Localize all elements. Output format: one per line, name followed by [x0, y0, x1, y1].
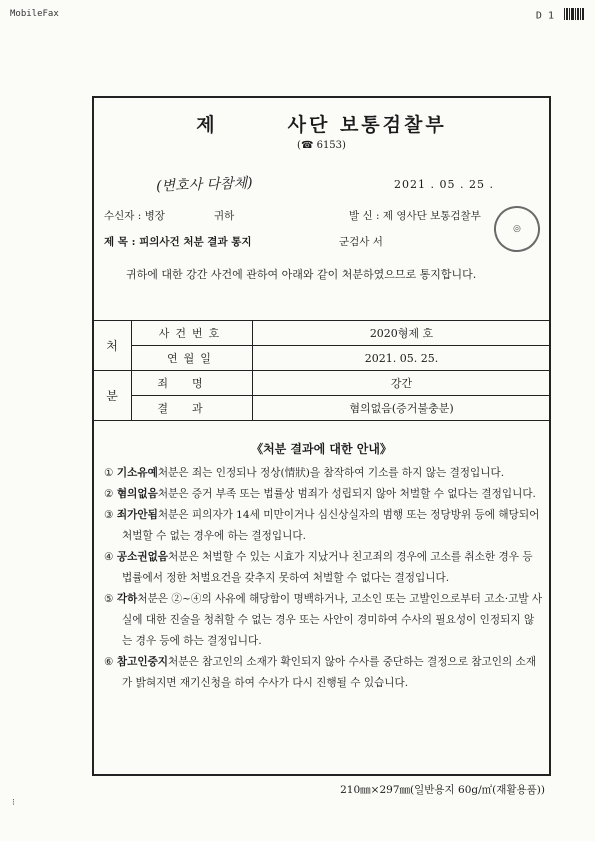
table-row — [93, 396, 551, 421]
side-label-top: 처 — [93, 321, 132, 371]
recipient: 수신자 : 병장 — [104, 210, 165, 222]
row-value: 강간 — [253, 371, 551, 396]
row-value: 혐의없음(증거불충분) — [253, 396, 551, 421]
guide-title: 《처분 결과에 대한 안내》 — [251, 442, 392, 456]
table-row — [93, 371, 551, 396]
fax-page-indicator — [536, 8, 585, 23]
sender: 발 신 : 제 영사단 보통검찰부 — [349, 210, 481, 222]
disposition-table — [92, 320, 551, 421]
table-row — [93, 346, 551, 371]
official-seal-icon: ◎ — [490, 202, 545, 257]
paper-spec: 210㎜×297㎜(일반용지 60g/㎡(재활용품)) — [340, 784, 545, 796]
row-label: 죄명 — [132, 371, 253, 396]
row-label: 사건번호 — [132, 321, 253, 346]
phone-number: (☎ 6153) — [297, 140, 346, 151]
row-label: 결과 — [132, 396, 253, 421]
guide-item: ④ 공소권없음처분은 처벌할 수 있는 시효가 지났거나 친고죄의 경우에 고소를 취소한 경우 등 법률에서 정한 처벌요건을 갖추지 못하여 처벌할 수 없다는 결정입니다. — [104, 551, 533, 584]
guide-item: ⑤ 각하처분은 ②~④의 사유에 해당함이 명백하거나, 고소인 또는 고발인으로부터 고소·고발 사실에 대한 진술을 청취할 수 없는 경우 또는 사안이 경미하여 수사의 필요성이 인정되지 않는 경우 등에 하는 결정입니다. — [104, 593, 543, 647]
subject: 제 목 : 피의사건 처분 결과 통지 — [104, 236, 252, 248]
guide-item: ② 혐의없음처분은 증거 부족 또는 법률상 범죄가 성립되지 않아 처벌할 수 없다는 결정입니다. — [104, 488, 536, 500]
row-label: 연월일 — [132, 346, 253, 371]
row-value: 2021. 05. 25. — [253, 346, 551, 371]
guide-item: ⑥ 참고인중지처분은 참고인의 소재가 확인되지 않아 수사를 중단하는 결정으로 참고인의 소재가 밝혀지면 재기신청을 하여 수사가 다시 진행될 수 있습니다. — [104, 656, 537, 689]
fax-header-label: MobileFax — [10, 9, 59, 19]
barcode-icon — [564, 8, 585, 23]
document-title: 제 사단 보통검찰부 — [196, 114, 447, 136]
recipient-suffix: 귀하 — [214, 210, 235, 222]
guide-item: ③ 죄가안됨처분은 피의자가 14세 미만이거나 심신상실자의 범행 또는 정당방위 등에 해당되어 처벌할 수 없는 경우에 하는 결정입니다. — [104, 509, 540, 542]
side-label-bottom: 분 — [93, 371, 132, 421]
disposition-guide — [94, 440, 549, 694]
page-number: D 1 — [535, 10, 554, 22]
margin-mark: ⁝ — [12, 798, 15, 808]
guide-item: ① 기소유예처분은 죄는 인정되나 정상(情狀)을 참작하여 기소를 하지 않는 결정입니다. — [104, 467, 505, 479]
intro-paragraph: 귀하에 대한 강간 사건에 관하여 아래와 같이 처분하였으므로 통지합니다. — [126, 268, 477, 281]
notice-document — [92, 96, 551, 796]
prosecutor-mark: 군검사 서 — [339, 236, 383, 248]
row-value: 2020형제 호 — [253, 321, 551, 346]
handwritten-note: (변호사 다참체) — [155, 175, 253, 195]
issue-date: 2021 . 05 . 25 . — [394, 178, 494, 191]
table-row — [93, 321, 551, 346]
